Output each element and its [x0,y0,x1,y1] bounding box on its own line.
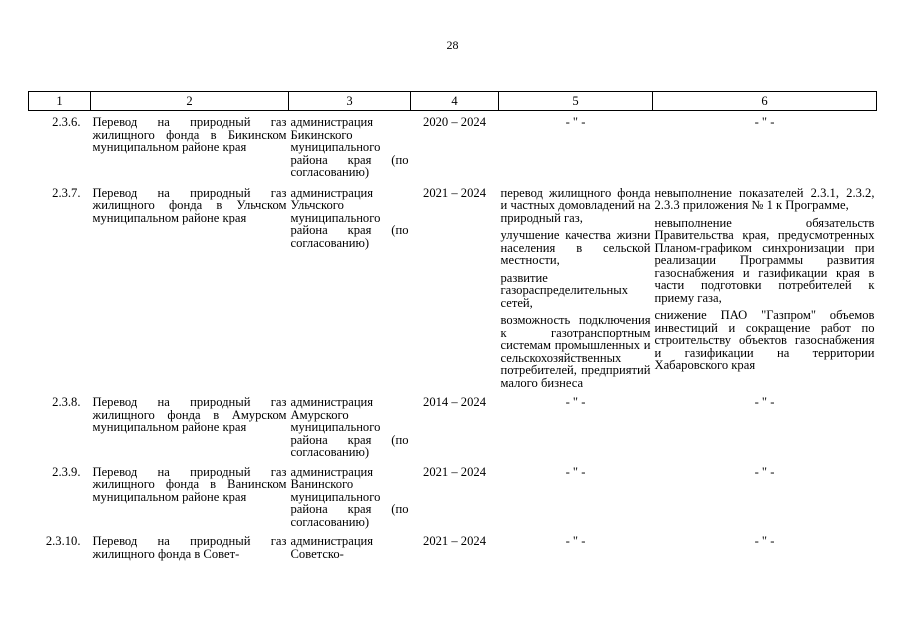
executor: администрация Бикинского муниципального района края (по согласованию) [290,115,409,179]
measure-name: Перевод на природный газ жилищного фонда в Амурском муниципальном районе края [92,395,287,434]
result-item: улучшение качества жизни населения в сельской местности, [500,228,651,267]
table-row [29,187,877,397]
result-item: развитие газораспределительных сетей, [500,270,629,310]
header-col-3: 3 [289,92,411,111]
table-row [29,111,877,187]
row-number: 2.3.7. [52,185,81,200]
measure-name: Перевод на природный газ жилищного фонда в Ульчском муниципальном районе края [92,185,287,225]
result-item: возможность подключения к газотранспортным системам промышленных и сельскохозяйственных потребителей, предприятий малого бизнеса [500,313,651,390]
table-row [29,466,877,536]
consequence-item: снижение ПАО "Газпром" объемов инвестиций и сокращение работ по строительству объектов газоснабжения и газификации на территории Хабаровского края [654,308,875,372]
row-number: 2.3.10. [45,534,81,548]
period: 2021 – 2024 [423,185,486,200]
table-row [29,535,877,567]
header-col-5: 5 [499,92,653,111]
row-number: 2.3.8. [52,395,81,409]
header-col-6: 6 [653,92,877,111]
row-number: 2.3.6. [52,115,81,129]
expected-result: - " - [565,534,586,548]
period: 2021 – 2024 [423,464,486,479]
table-row [29,396,877,466]
executor: администрация Ванинского муниципального района края (по согласованию) [290,464,409,529]
expected-results [499,187,653,397]
program-measures-table [28,91,877,567]
expected-result: - " - [565,115,586,129]
period: 2021 – 2024 [423,534,486,548]
page-number: 28 [446,38,459,52]
consequence: - " - [754,534,775,548]
measure-name: Перевод на природный газ жилищного фонда в Совет- [92,534,287,561]
expected-result: - " - [565,464,586,479]
header-row [29,92,877,111]
measure-name: Перевод на природный газ жилищного фонда в Бикинском муниципальном районе края [92,115,287,154]
result-item: перевод жилищного фонда и частных домовладений на природный газ, [500,185,651,225]
executor: администрация Ульчского муниципального района края (по согласованию) [290,185,409,250]
consequence: - " - [754,115,775,129]
consequence-item: невыполнение обязательств Правительства края, предусмотренных Планом-графиком синхронизации при реализации Программы развития газоснабжения и газификации края в части подготовки потребителей к приему газа, [654,215,875,305]
consequence: - " - [754,464,775,479]
header-col-2: 2 [91,92,289,111]
measure-name: Перевод на природный газ жилищного фонда в Ванинском муниципальном районе края [92,464,287,504]
row-number: 2.3.9. [52,464,81,479]
header-col-1: 1 [29,92,91,111]
expected-result: - " - [565,395,586,409]
consequence: - " - [754,395,775,409]
executor: администрация Амурского муниципального района края (по согласованию) [290,395,409,459]
table-header [29,92,877,111]
table-body [29,111,877,568]
executor: администрация Советско- [290,534,374,561]
consequence-item: невыполнение показателей 2.3.1, 2.3.2, 2.3.3 приложения № 1 к Программе, [654,185,875,212]
consequences [653,187,877,397]
period: 2020 – 2024 [423,115,486,129]
header-col-4: 4 [411,92,499,111]
period: 2014 – 2024 [423,395,486,409]
